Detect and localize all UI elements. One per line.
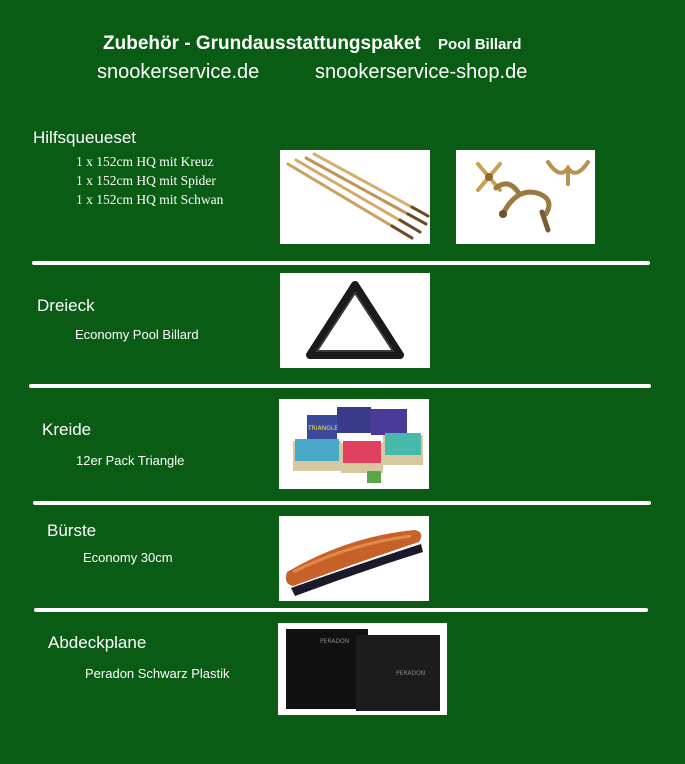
divider-4 — [34, 608, 648, 612]
divider-3 — [33, 501, 651, 505]
title-subtitle: Pool Billard — [438, 36, 522, 53]
site-link-1[interactable]: snookerservice.de — [97, 61, 260, 83]
item-hq-spider: 1 x 152cm HQ mit Spider — [76, 173, 216, 188]
divider-2 — [29, 384, 651, 388]
section-title-buerste: Bürste — [47, 521, 97, 540]
item-hq-kreuz: 1 x 152cm HQ mit Kreuz — [76, 154, 214, 169]
item-dreieck: Economy Pool Billard — [75, 327, 199, 342]
cover-image — [278, 623, 447, 715]
chalk-image — [279, 399, 429, 489]
section-title-kreide: Kreide — [42, 420, 92, 439]
title-main: Zubehör - Grundausstattungspaket — [103, 33, 421, 54]
item-hq-schwan: 1 x 152cm HQ mit Schwan — [76, 192, 224, 207]
item-abdeckplane: Peradon Schwarz Plastik — [85, 666, 230, 681]
cover-brand-label-1: PERADON — [320, 638, 350, 645]
section-title-hilfsqueueset: Hilfsqueueset — [33, 128, 137, 147]
divider-1 — [32, 261, 650, 265]
triangle-rack-image — [280, 273, 430, 368]
item-buerste: Economy 30cm — [83, 550, 173, 565]
rest-heads-image — [456, 150, 595, 244]
cue-sticks-illustration — [280, 150, 430, 244]
cover-brand-label-2: PERADON — [396, 670, 426, 677]
chalk-box-icon — [279, 399, 429, 489]
item-kreide: 12er Pack Triangle — [76, 453, 185, 468]
section-title-abdeckplane: Abdeckplane — [48, 633, 147, 652]
triangle-rack-icon — [310, 285, 400, 355]
page-title — [103, 33, 521, 55]
spider-rest-icon — [548, 162, 588, 184]
chalk-brand-label: TRIANGLE — [308, 425, 338, 432]
table-cover-icon — [278, 623, 447, 715]
swan-rest-icon — [496, 184, 549, 230]
cue-rests-image — [280, 150, 430, 244]
brush-image — [279, 516, 429, 601]
site-link-2[interactable]: snookerservice-shop.de — [315, 61, 528, 83]
brush-icon — [279, 516, 429, 601]
section-title-dreieck: Dreieck — [37, 296, 95, 315]
